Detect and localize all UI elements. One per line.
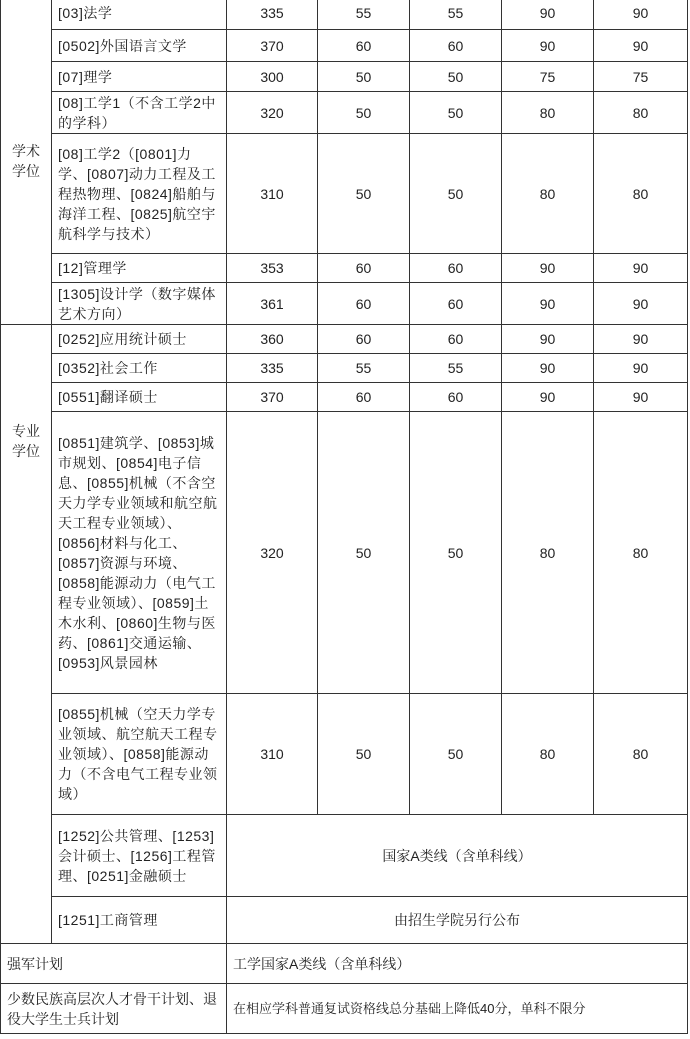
score-2: 50 [410,62,502,92]
table-row [1,92,688,134]
total-score: 320 [227,92,318,134]
score-4: 90 [594,325,688,354]
total-score: 320 [227,412,318,694]
score-4: 90 [594,254,688,283]
table-row [1,694,688,815]
table-row [1,30,688,62]
table-row [1,412,688,694]
table-row [1,984,688,1034]
total-score: 300 [227,62,318,92]
score-1: 50 [318,134,410,254]
total-score: 310 [227,134,318,254]
table-row [1,62,688,92]
score-3: 80 [502,412,594,694]
score-4: 90 [594,283,688,325]
subject-cell: [1252]公共管理、[1253]会计硕士、[1256]工程管理、[0251]金融硕士 [52,815,227,897]
score-2: 50 [410,92,502,134]
score-2: 50 [410,694,502,815]
table-row [1,254,688,283]
score-3: 80 [502,92,594,134]
total-score: 370 [227,30,318,62]
total-score: 360 [227,325,318,354]
score-1: 60 [318,325,410,354]
score-2: 55 [410,0,502,30]
score-3: 90 [502,254,594,283]
score-3: 80 [502,694,594,815]
plan-label: 少数民族高层次人才骨干计划、退役大学生士兵计划 [1,984,227,1034]
score-2: 60 [410,383,502,412]
plan-note: 在相应学科普通复试资格线总分基础上降低40分，单科不限分 [227,984,688,1034]
plan-label: 强军计划 [1,944,227,984]
score-1: 55 [318,354,410,383]
score-4: 80 [594,134,688,254]
subject-cell: [0851]建筑学、[0853]城市规划、[0854]电子信息、[0855]机械（不含空天力学专业领域和航空航天工程专业领域）、[0856]材料与化工、[0857]资源与环境、[0858]能源动力（电气工程专业领域）、[0859]土木水利、[0860]生物与医药、[0861]交通运输、[0953]风景园林 [52,412,227,694]
category-professional: 专业学位 [1,325,52,944]
table-row [1,897,688,944]
score-4: 80 [594,92,688,134]
total-score: 361 [227,283,318,325]
score-2: 60 [410,283,502,325]
score-2: 60 [410,30,502,62]
score-2: 55 [410,354,502,383]
score-1: 60 [318,383,410,412]
score-4: 80 [594,412,688,694]
score-4: 90 [594,354,688,383]
total-score: 310 [227,694,318,815]
subject-cell: [07]理学 [52,62,227,92]
score-3: 90 [502,0,594,30]
score-3: 90 [502,383,594,412]
score-4: 90 [594,30,688,62]
score-4: 75 [594,62,688,92]
line-note: 国家A类线（含单科线） [227,815,688,897]
score-3: 80 [502,134,594,254]
subject-cell: [0252]应用统计硕士 [52,325,227,354]
subject-cell: [0551]翻译硕士 [52,383,227,412]
table-row [1,283,688,325]
subject-cell: [0352]社会工作 [52,354,227,383]
score-3: 90 [502,283,594,325]
table-row [1,134,688,254]
score-1: 60 [318,254,410,283]
score-2: 60 [410,325,502,354]
plan-note: 工学国家A类线（含单科线） [227,944,688,984]
score-3: 75 [502,62,594,92]
subject-cell: [12]管理学 [52,254,227,283]
score-1: 60 [318,30,410,62]
score-4: 80 [594,694,688,815]
total-score: 335 [227,0,318,30]
table-row [1,354,688,383]
score-1: 55 [318,0,410,30]
total-score: 353 [227,254,318,283]
table-row [1,325,688,354]
score-2: 50 [410,134,502,254]
score-2: 60 [410,254,502,283]
score-4: 90 [594,383,688,412]
subject-cell: [08]工学2（[0801]力学、[0807]动力工程及工程热物理、[0824]船舶与海洋工程、[0825]航空宇航科学与技术） [52,134,227,254]
score-1: 60 [318,283,410,325]
score-3: 90 [502,354,594,383]
table-row [1,0,688,30]
score-2: 50 [410,412,502,694]
subject-cell: [08]工学1（不含工学2中的学科） [52,92,227,134]
score-3: 90 [502,325,594,354]
score-4: 90 [594,0,688,30]
total-score: 370 [227,383,318,412]
score-3: 90 [502,30,594,62]
subject-cell: [03]法学 [52,0,227,30]
score-1: 50 [318,62,410,92]
total-score: 335 [227,354,318,383]
table-row [1,944,688,984]
score-1: 50 [318,412,410,694]
score-1: 50 [318,694,410,815]
line-note: 由招生学院另行公布 [227,897,688,944]
category-academic: 学术学位 [1,0,52,325]
subject-cell: [0855]机械（空天力学专业领域、航空航天工程专业领域）、[0858]能源动力（不含电气工程专业领域） [52,694,227,815]
subject-cell: [1305]设计学（数字媒体艺术方向） [52,283,227,325]
subject-cell: [1251]工商管理 [52,897,227,944]
subject-cell: [0502]外国语言文学 [52,30,227,62]
table-row [1,383,688,412]
score-1: 50 [318,92,410,134]
table-row [1,815,688,897]
